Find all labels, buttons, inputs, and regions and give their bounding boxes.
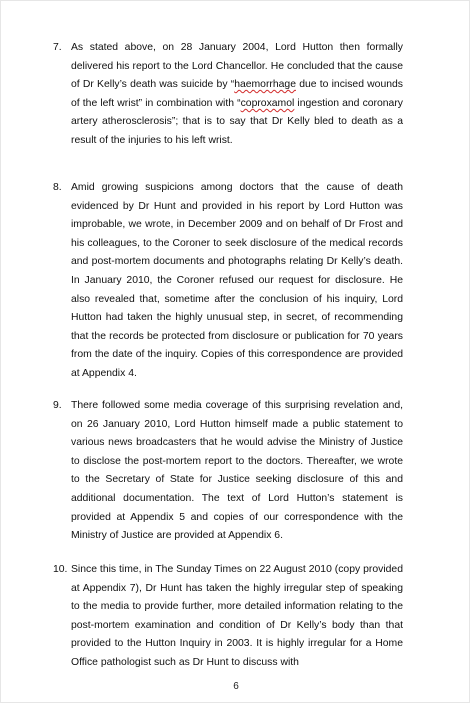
page-number: 6 [233,681,239,692]
paragraph-number: 10. [53,564,68,575]
misspelled-word: coproxamol [240,97,295,109]
paragraph-text [71,39,403,151]
paragraph-9 [53,397,403,546]
paragraph-text: There followed some media coverage of this surprising revelation and, on 26 January 2010, Lord Hutton himself made a public statement to various news broadcasters that he would advise the Ministry of Justice to disclose the post-mortem report to the doctors. Thereafter, we wrote to the Secretary of State for Justice seeking disclosure of this and additional documentation. The text of Lord Hutton’s statement is provided at Appendix 5 and copies of our correspondence with the Ministry of Justice are provided at Appendix 6. [71,400,403,542]
paragraph-10 [53,561,403,673]
misspelled-word: haemorrhage [234,79,296,91]
text-run: As stated above, on 28 January 2004, Lord Hutton then formally delivered his report to the Lord Chancellor. He concluded that the cause of Dr Kelly’s death was suicide by “ [71,42,403,91]
paragraph-text: Since this time, in The Sunday Times on 22 August 2010 (copy provided at Appendix 7), Dr Hunt has taken the highly irregular step of speaking to the media to provide further, more detailed information relating to the post-mortem examination and condition of Dr Kelly’s body than that provided to the Hutton Inquiry in 2003. It is highly irregular for a Home Office pathologist such as Dr Hunt to discuss with [71,564,403,668]
paragraph-number: 9. [53,400,62,411]
text-run: due to incised wounds of the left wrist” in combination with “ [71,79,403,109]
paragraph-8 [53,179,403,384]
paragraph-text: Amid growing suspicions among doctors that the cause of death evidenced by Dr Hunt and provided in his report by Lord Hutton was improbable, we wrote, in December 2009 and on behalf of Dr Frost and his colleagues, to the Coroner to seek disclosure of the medical records and post-mortem documents and photographs relating Dr Kelly’s death. In January 2010, the Coroner refused our request for disclosure. He also revealed that, sometime after the conclusion of his inquiry, Lord Hutton had taken the highly unusual step, in secret, of recommending that the records be protected from disclosure or publication for 70 years from the date of the inquiry. Copies of this correspondence are provided at Appendix 4. [71,182,403,379]
text-run: ingestion and coronary artery atherosclerosis”; that is to say that Dr Kelly bled to death as a result of the injuries to his left wrist. [71,97,403,146]
paragraph-number: 8. [53,182,62,193]
paragraph-7 [53,39,403,151]
paragraph-number: 7. [53,42,62,53]
